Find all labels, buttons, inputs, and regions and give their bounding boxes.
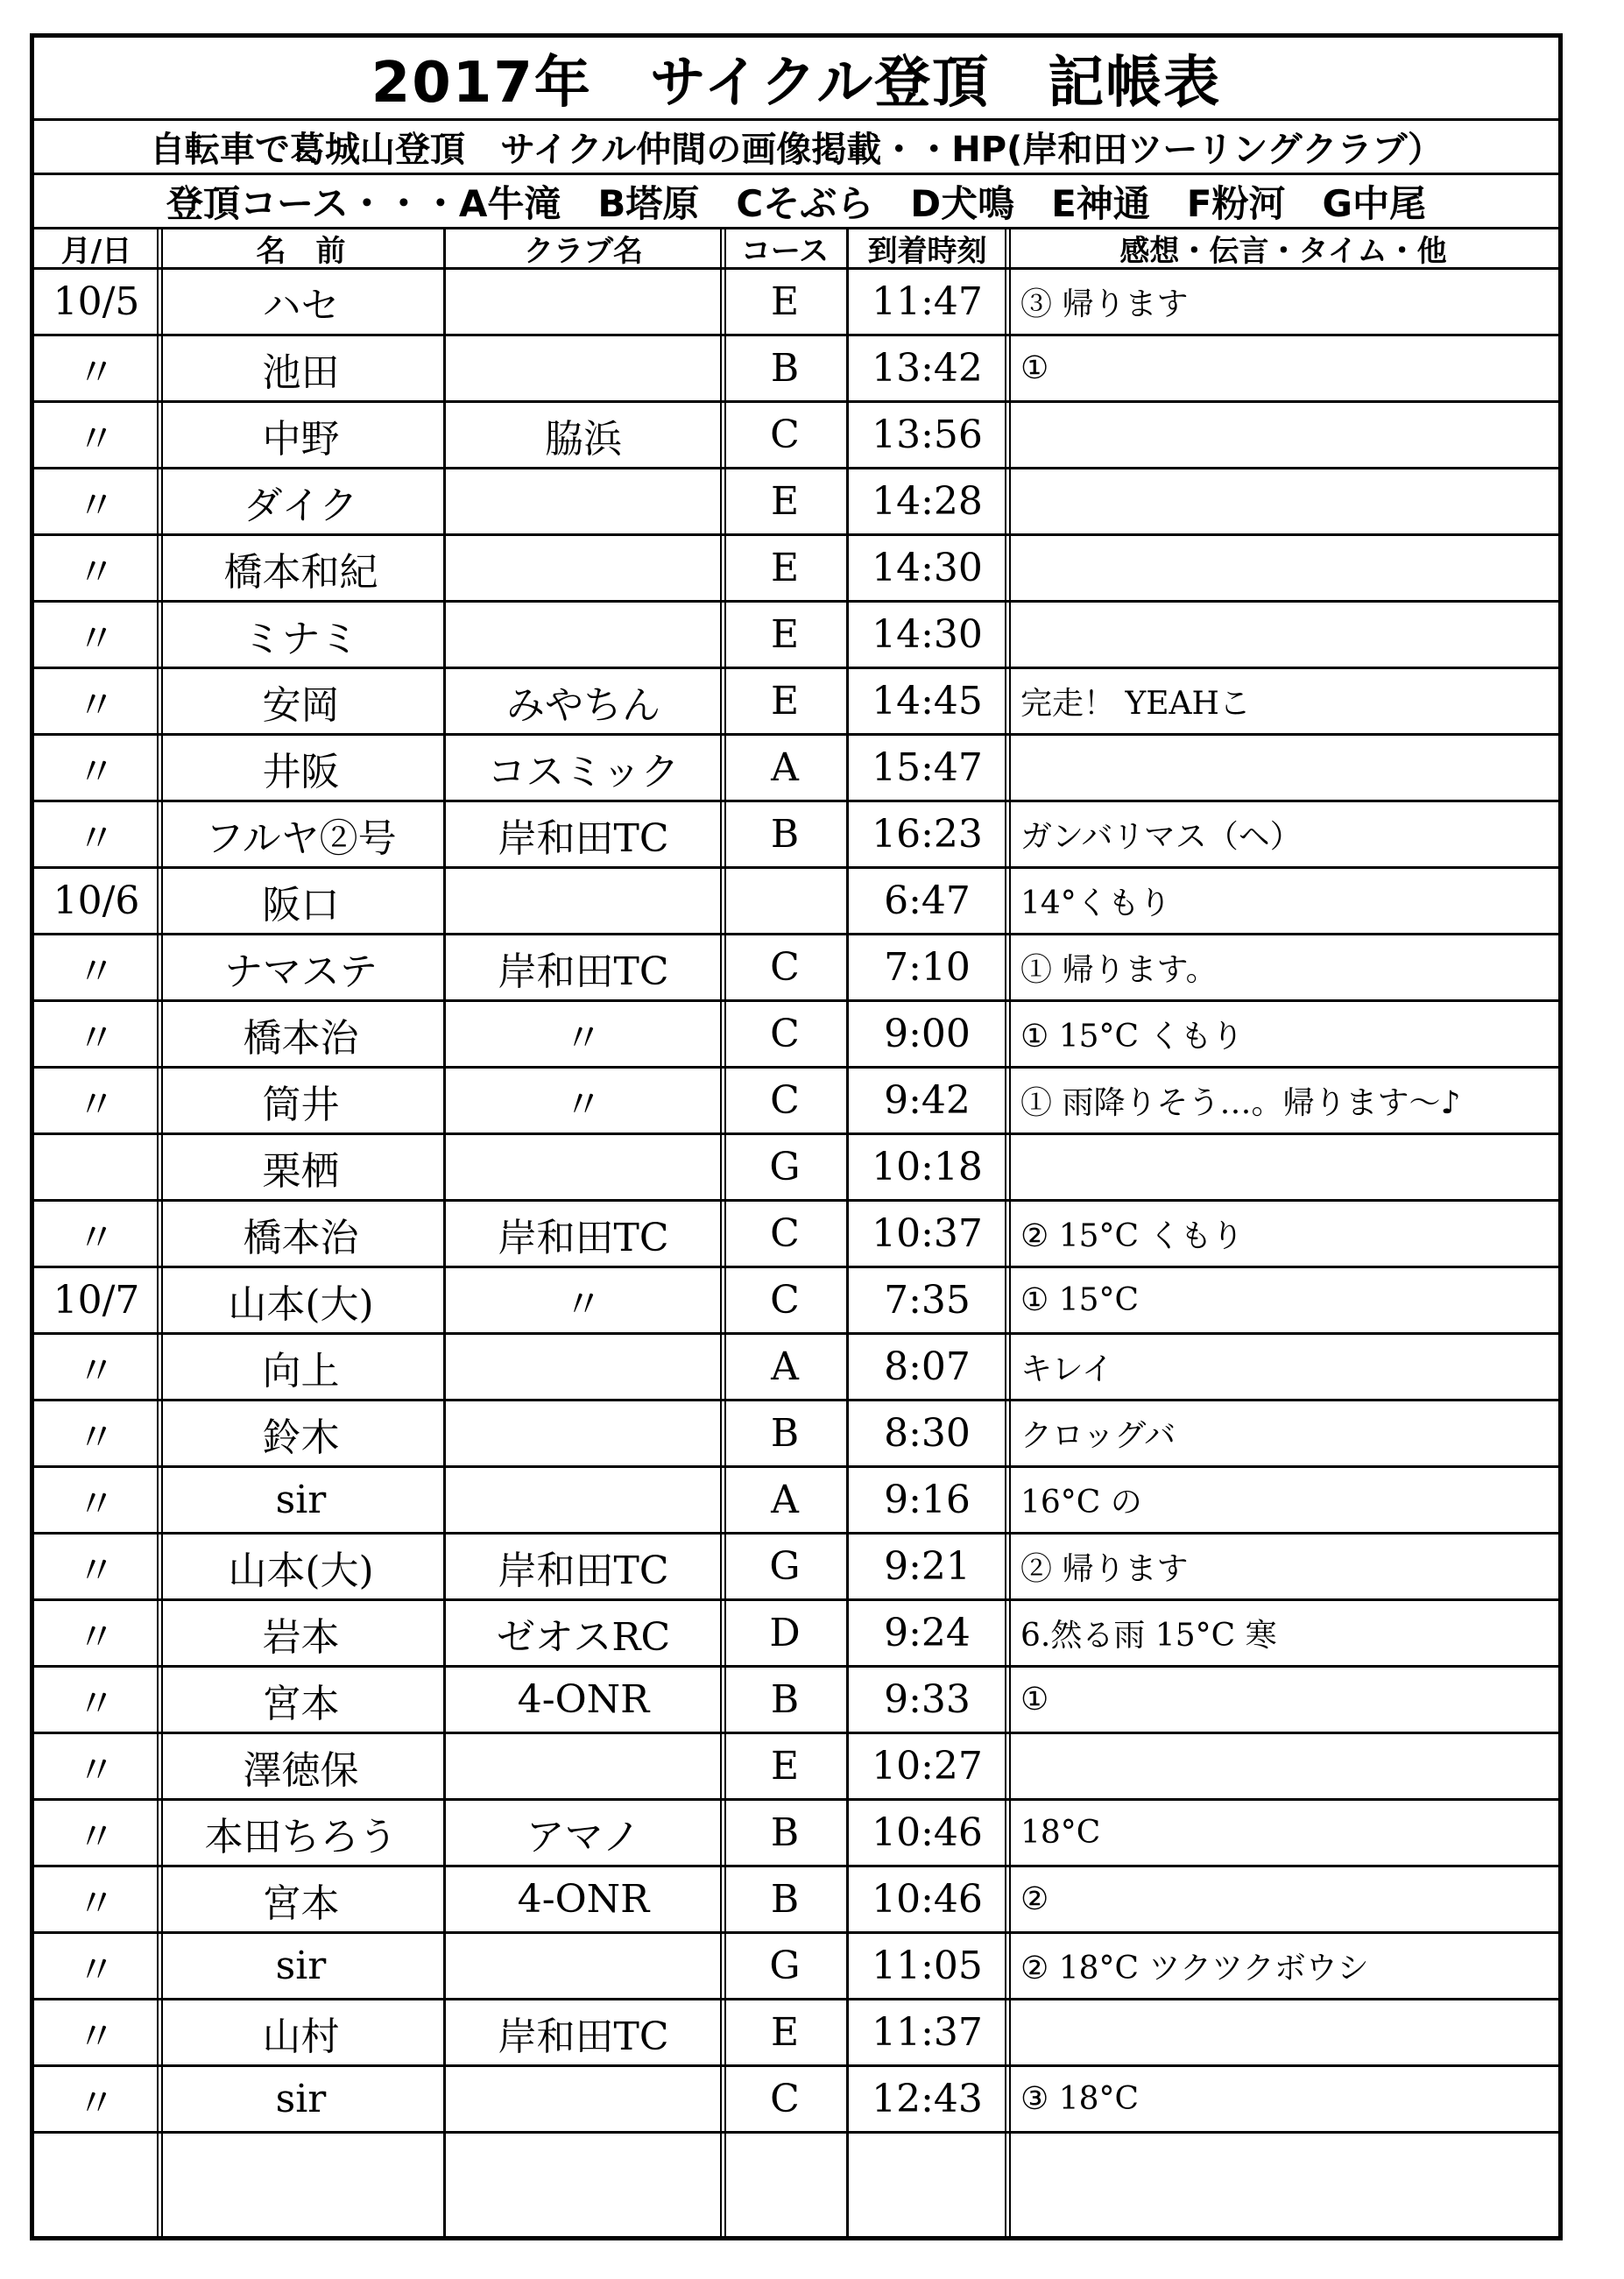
subtitle: 自転車で葛城山登頂 サイクル仲間の画像掲載・・HP(岸和田ツーリングクラブ） [34, 121, 1558, 175]
cell-arrival-time: 10:18 [872, 1145, 983, 1189]
cell-club: 岸和田TC [498, 949, 669, 994]
cell-name: 岩本 [262, 1614, 340, 1660]
cell-comment [1008, 469, 1558, 533]
cell-name: 向上 [262, 1348, 340, 1394]
cell-name: 山本(大) [228, 1548, 374, 1593]
cell-club [443, 603, 724, 667]
cell-date: 〃 [77, 1415, 116, 1460]
cell-name: 山本(大) [228, 1281, 374, 1327]
cell-name: 橋本治 [243, 1015, 359, 1061]
cell-club [443, 1734, 724, 1798]
column-divider [443, 229, 446, 2236]
column-divider [157, 229, 163, 2236]
table-row [34, 403, 1558, 469]
column-divider [846, 229, 849, 2236]
cell-arrival-time: 11:37 [872, 2010, 983, 2055]
cell-name: 筒井 [262, 1082, 340, 1127]
cell-course [724, 869, 846, 933]
table-row [34, 270, 1558, 336]
cell-date: 〃 [77, 1614, 116, 1660]
cell-course: C [770, 1078, 800, 1123]
cell-course: A [771, 1478, 799, 1522]
cell-date: 〃 [77, 1947, 116, 1993]
cell-comment: ① [1020, 350, 1049, 386]
cell-comment: ② 帰ります [1020, 1551, 1189, 1587]
table-row [34, 935, 1558, 1002]
cell-club: 〃 [564, 1082, 603, 1127]
cell-course: B [770, 1411, 800, 1456]
cell-name: 橋本和紀 [223, 549, 378, 595]
cell-arrival-time: 7:35 [884, 1278, 971, 1323]
course-legend: 登頂コース・・・A牛滝 B塔原 Cそぶら D犬鳴 E神通 F粉河 G中尾 [34, 175, 1558, 229]
cell-arrival-time: 12:43 [872, 2077, 983, 2121]
table-row [34, 1867, 1558, 1934]
table-row [34, 1069, 1558, 1135]
cell-date: 〃 [77, 483, 116, 528]
cell-comment: ① 雨降りそう…。帰ります～♪ [1020, 1085, 1461, 1121]
header-date: 月/日 [60, 234, 132, 269]
cell-course: A [771, 745, 799, 790]
cell-date: 〃 [77, 2014, 116, 2059]
cell-comment: ③ 18°C [1020, 2081, 1140, 2117]
table-header [34, 229, 1558, 270]
cell-course: B [770, 1810, 800, 1855]
cell-date: 〃 [77, 815, 116, 861]
cell-name: 中野 [262, 416, 340, 462]
cell-club: ゼオスRC [496, 1614, 671, 1660]
cell-arrival-time: 15:47 [872, 745, 983, 790]
cell-date: 〃 [77, 549, 116, 595]
cell-comment: クロッグバ [1020, 1418, 1176, 1454]
cell-course: G [769, 1145, 801, 1189]
cell-arrival-time: 10:27 [872, 1744, 983, 1789]
table-row [34, 1002, 1558, 1069]
table-row [34, 536, 1558, 603]
cell-name: ミナミ [243, 616, 359, 661]
table-row [34, 802, 1558, 869]
cell-club: 〃 [564, 1015, 603, 1061]
cell-club [443, 336, 724, 400]
cell-name: 本田ちろう [204, 1814, 398, 1859]
cell-comment: ① 帰ります。 [1020, 952, 1218, 988]
cell-name: sir [275, 1478, 327, 1522]
cell-arrival-time: 9:16 [884, 1478, 971, 1522]
cell-arrival-time: 10:46 [872, 1877, 983, 1922]
table-row [34, 869, 1558, 935]
register-sheet [30, 33, 1563, 2240]
cell-date: 〃 [77, 616, 116, 661]
cell-club: みやちん [506, 682, 660, 728]
cell-name: ナマステ [223, 949, 378, 994]
cell-club [443, 1335, 724, 1399]
cell-arrival-time: 9:33 [884, 1677, 971, 1722]
cell-course: E [770, 279, 800, 324]
cell-course: G [769, 1944, 801, 1988]
cell-arrival-time: 14:30 [872, 546, 983, 590]
cell-comment: ② 18°C ツクツクボウシ [1020, 1951, 1369, 1986]
cell-comment: ③ 帰ります [1020, 286, 1189, 322]
cell-arrival-time: 13:56 [872, 413, 983, 457]
cell-club: 岸和田TC [498, 1548, 669, 1593]
cell-name: ハセ [262, 283, 340, 328]
cell-arrival-time: 10:46 [872, 1810, 983, 1855]
cell-date: 〃 [77, 1082, 116, 1127]
cell-arrival-time: 9:42 [884, 1078, 971, 1123]
cell-course: C [770, 1012, 800, 1056]
cell-club: 岸和田TC [498, 2014, 669, 2059]
page-title: 2017年 サイクル登頂 記帳表 [34, 38, 1558, 121]
cell-name: 宮本 [262, 1681, 340, 1726]
header-arrival: 到着時刻 [867, 234, 987, 269]
cell-date: 〃 [77, 1814, 116, 1859]
header-club: クラブ名 [524, 234, 643, 269]
cell-comment [1008, 403, 1558, 467]
cell-date: 〃 [77, 1681, 116, 1726]
table-row [34, 736, 1558, 802]
cell-date: 〃 [77, 1348, 116, 1394]
table-row [34, 603, 1558, 669]
cell-comment: 完走！ YEAHこ [1020, 686, 1251, 722]
cell-date: 〃 [77, 749, 116, 794]
cell-comment: キレイ [1020, 1351, 1113, 1387]
table-row [34, 336, 1558, 403]
cell-club [443, 1934, 724, 1998]
cell-comment [1008, 1135, 1558, 1199]
table-row [34, 469, 1558, 536]
cell-club [443, 469, 724, 533]
cell-date: 10/5 [53, 279, 140, 324]
cell-arrival-time: 16:23 [872, 812, 983, 857]
cell-arrival-time: 6:47 [884, 878, 971, 923]
cell-arrival-time: 8:07 [884, 1344, 971, 1389]
table-row [34, 669, 1558, 736]
cell-course: E [770, 546, 800, 590]
cell-arrival-time: 10:37 [872, 1211, 983, 1256]
column-divider [720, 229, 726, 2236]
cell-date: 〃 [77, 1548, 116, 1593]
cell-comment: ② 15°C くもり [1020, 1218, 1244, 1254]
cell-comment [1008, 603, 1558, 667]
cell-arrival-time: 14:30 [872, 612, 983, 657]
cell-comment: ② [1020, 1881, 1049, 1917]
cell-club: 岸和田TC [498, 1215, 669, 1260]
table-row [34, 1734, 1558, 1801]
cell-club [443, 2067, 724, 2131]
cell-course: C [770, 2077, 800, 2121]
cell-comment: ① [1020, 1682, 1049, 1718]
cell-course: E [770, 612, 800, 657]
cell-date: 〃 [77, 349, 116, 395]
cell-arrival-time: 9:00 [884, 1012, 971, 1056]
cell-arrival-time: 14:45 [872, 679, 983, 723]
cell-arrival-time: 9:21 [884, 1544, 971, 1589]
cell-comment: 16°C の [1020, 1485, 1142, 1521]
table-row [34, 1801, 1558, 1867]
table-row [34, 1934, 1558, 2000]
table-row [34, 1401, 1558, 1468]
table-row [34, 1668, 1558, 1734]
cell-name: 安岡 [262, 682, 340, 728]
table-row [34, 1135, 1558, 1202]
cell-date: 10/7 [53, 1278, 140, 1323]
cell-name: 鈴木 [262, 1415, 340, 1460]
header-comment: 感想・伝言・タイム・他 [1119, 234, 1447, 269]
cell-date: 〃 [77, 1481, 116, 1527]
cell-club [443, 1401, 724, 1465]
table-row [34, 2067, 1558, 2134]
cell-date [34, 1135, 159, 1199]
cell-course: E [770, 1744, 800, 1789]
cell-date: 〃 [77, 416, 116, 462]
cell-name: 井阪 [262, 749, 340, 794]
column-divider [1005, 229, 1011, 2236]
cell-date: 〃 [77, 949, 116, 994]
cell-name: 池田 [262, 349, 340, 395]
cell-club [443, 536, 724, 600]
cell-comment [1008, 736, 1558, 800]
cell-arrival-time: 11:47 [872, 279, 983, 324]
cell-course: B [770, 812, 800, 857]
cell-comment [1008, 536, 1558, 600]
cell-date: 〃 [77, 1215, 116, 1260]
cell-club: 脇浜 [545, 416, 622, 462]
cell-course: C [770, 413, 800, 457]
cell-course: B [770, 1877, 800, 1922]
header-course: コース [740, 234, 830, 269]
cell-course: C [770, 1211, 800, 1256]
cell-date: 10/6 [53, 878, 140, 923]
cell-comment: 6.然る雨 15°C 寒 [1020, 1618, 1277, 1654]
cell-arrival-time: 13:42 [872, 346, 983, 391]
cell-club: コスミック [487, 749, 680, 794]
cell-name: 澤徳保 [243, 1747, 359, 1793]
cell-name: sir [275, 1944, 327, 1988]
table-row [34, 2000, 1558, 2067]
table-row [34, 1202, 1558, 1268]
cell-name: フルヤ②号 [205, 815, 397, 861]
cell-course: E [770, 679, 800, 723]
cell-name: 橋本治 [243, 1215, 359, 1260]
cell-arrival-time: 11:05 [872, 1944, 983, 1988]
cell-comment [1008, 2000, 1558, 2064]
cell-club: アマノ [526, 1814, 641, 1859]
cell-club [443, 869, 724, 933]
cell-date: 〃 [77, 1015, 116, 1061]
cell-arrival-time: 14:28 [872, 479, 983, 524]
cell-course: C [770, 1278, 800, 1323]
table-row [34, 1601, 1558, 1668]
cell-arrival-time: 8:30 [884, 1411, 971, 1456]
cell-comment: ① 15°C くもり [1020, 1019, 1244, 1055]
cell-club: 4-ONR [517, 1877, 650, 1922]
cell-date: 〃 [77, 2080, 116, 2126]
cell-arrival-time: 7:10 [884, 945, 971, 990]
table-row [34, 1335, 1558, 1401]
cell-comment: ガンバリマス（ヘ） [1020, 819, 1302, 855]
log-table [34, 229, 1558, 2236]
table-row [34, 1268, 1558, 1335]
cell-date: 〃 [77, 1880, 116, 1926]
cell-club [443, 1135, 724, 1199]
table-row [34, 1535, 1558, 1601]
cell-club: 4-ONR [517, 1677, 650, 1722]
cell-course: D [769, 1611, 801, 1655]
cell-course: C [770, 945, 800, 990]
cell-name: 山村 [262, 2014, 340, 2059]
cell-club: 岸和田TC [498, 815, 669, 861]
cell-arrival-time: 9:24 [884, 1611, 971, 1655]
cell-course: A [771, 1344, 799, 1389]
cell-course: E [770, 479, 800, 524]
cell-name: sir [275, 2077, 327, 2121]
cell-course: G [769, 1544, 801, 1589]
cell-course: B [770, 346, 800, 391]
header-name: 名 前 [256, 234, 346, 269]
cell-comment [1008, 1734, 1558, 1798]
cell-name: 阪口 [262, 882, 340, 928]
cell-club [443, 270, 724, 334]
cell-date: 〃 [77, 1747, 116, 1793]
cell-date: 〃 [77, 682, 116, 728]
cell-course: B [770, 1677, 800, 1722]
cell-name: 栗栖 [262, 1148, 340, 1194]
table-row [34, 1468, 1558, 1535]
cell-comment: 14°くもり [1020, 885, 1171, 921]
cell-comment: 18°C [1020, 1815, 1101, 1851]
cell-club [443, 1468, 724, 1532]
cell-name: ダイク [244, 483, 358, 528]
cell-name: 宮本 [262, 1880, 340, 1926]
cell-course: E [770, 2010, 800, 2055]
cell-club: 〃 [564, 1281, 603, 1327]
cell-comment: ① 15°C [1020, 1282, 1140, 1318]
